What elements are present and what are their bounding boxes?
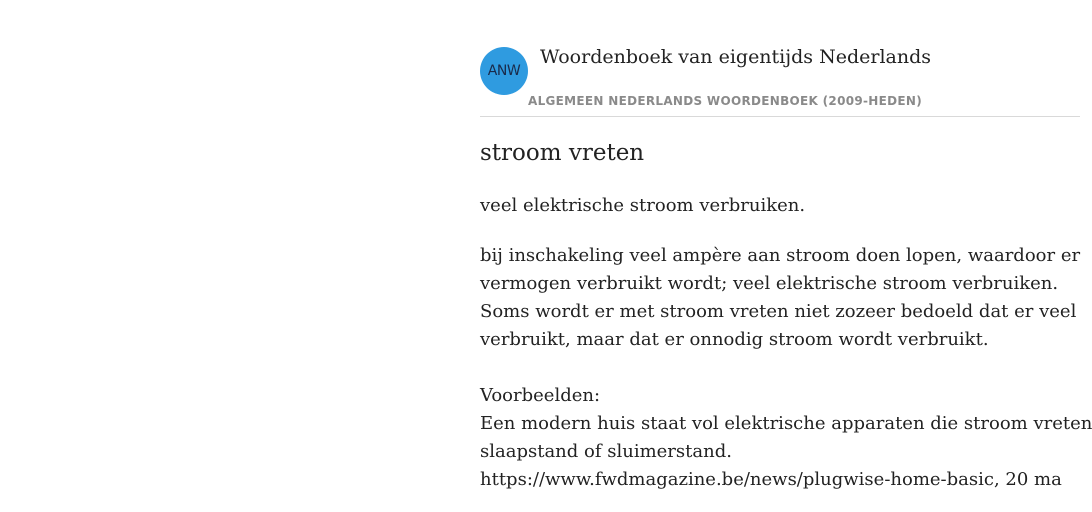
dictionary-entry-card <box>480 0 1092 490</box>
long-definition-line: vermogen verbruikt wordt; veel elektrische stroom verbruiken. <box>480 273 1059 294</box>
example-line: Een modern huis staat vol elektrische apparaten die stroom vreten <box>480 413 1092 434</box>
headword: stroom vreten <box>480 140 645 166</box>
long-definition-line: verbruikt, maar dat er onnodig stroom wordt verbruikt. <box>480 329 989 350</box>
blank-line <box>480 354 1092 382</box>
anw-logo[interactable]: ANW <box>480 47 528 95</box>
dictionary-title[interactable]: Woordenboek van eigentijds Nederlands <box>540 46 932 68</box>
definition-body <box>480 242 1092 494</box>
examples-label: Voorbeelden: <box>480 385 601 406</box>
example-source-link[interactable]: https://www.fwdmagazine.be/news/plugwise-home-basic, 20 ma <box>480 469 1062 490</box>
short-definition: veel elektrische stroom verbruiken. <box>480 195 806 216</box>
example-line: slaapstand of sluimerstand. <box>480 441 732 462</box>
long-definition-line: bij inschakeling veel ampère aan stroom doen lopen, waardoor er <box>480 245 1081 266</box>
dictionary-subtitle: ALGEMEEN NEDERLANDS WOORDENBOEK (2009-HEDEN) <box>528 94 923 108</box>
long-definition-line: Soms wordt er met stroom vreten niet zozeer bedoeld dat er veel <box>480 301 1077 322</box>
entry-header <box>480 0 1080 117</box>
